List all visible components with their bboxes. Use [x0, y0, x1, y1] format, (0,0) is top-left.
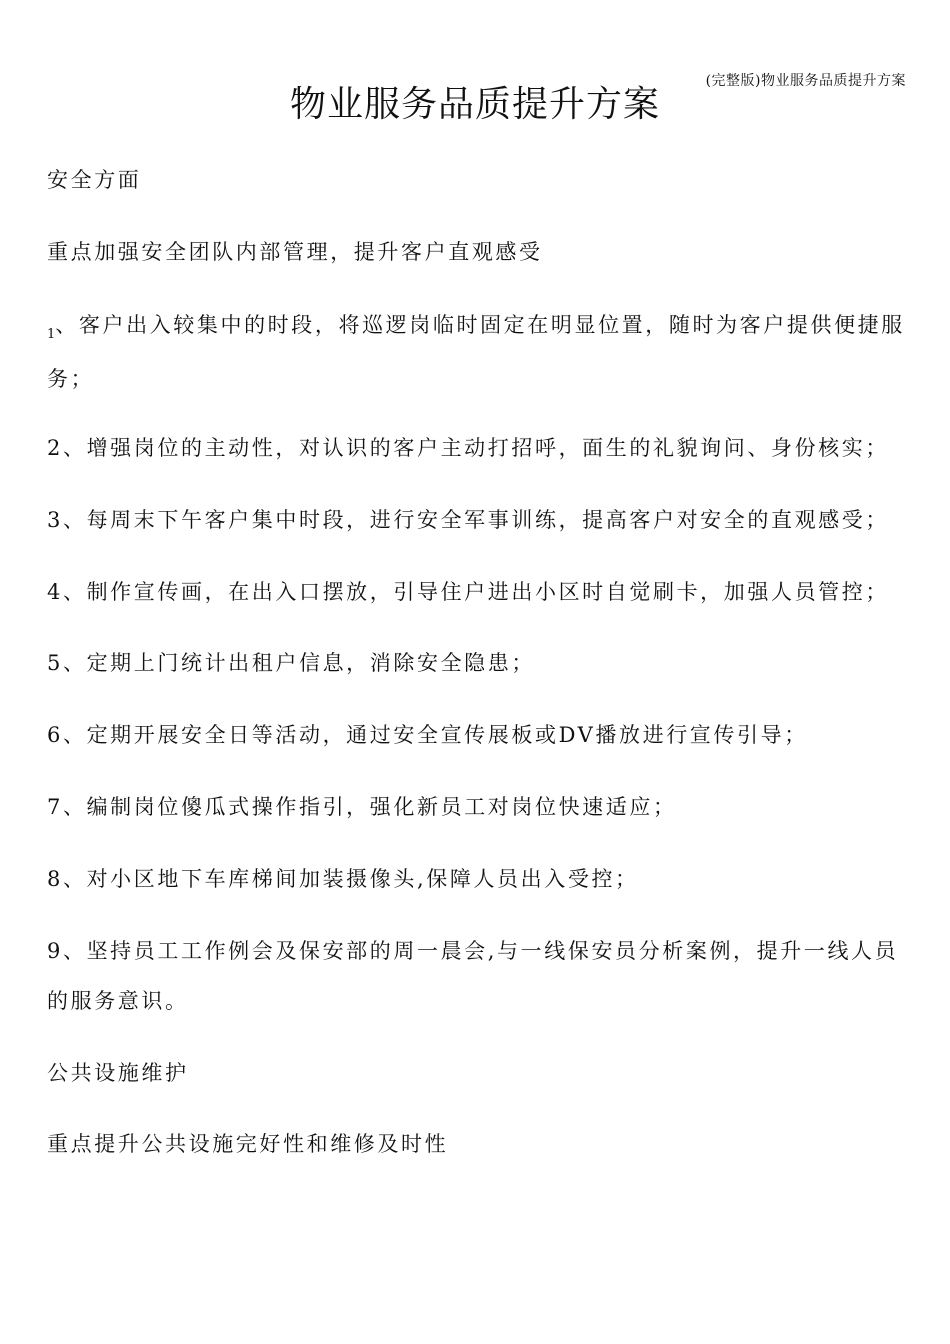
section-heading-facilities: 公共设施维护	[47, 1061, 189, 1085]
list-item-number: 3	[47, 508, 63, 532]
section-focus-facilities: 重点提升公共设施完好性和维修及时性	[47, 1132, 449, 1156]
list-item-text: 、定期开展安全日等活动，通过安全宣传展板或DV播放进行宣传引导；	[62, 723, 808, 747]
list-item-number: 5	[47, 651, 63, 675]
list-item-number: 8	[47, 867, 63, 891]
list-item-text: 、定期上门统计出租户信息，消除安全隐患；	[62, 651, 535, 675]
list-item-text: 、坚持员工工作例会及保安部的周一晨会,与一线保安员分析案例，提升一线人员的服务意识。	[47, 939, 899, 1013]
list-item-text: 、对小区地下车库梯间加装摄像头,保障人员出入受控；	[62, 867, 639, 891]
list-item-text: 、每周末下午客户集中时段，进行安全军事训练，提高客户对安全的直观感受；	[62, 508, 889, 532]
list-item-number: 6	[47, 723, 63, 747]
list-item-6	[47, 710, 909, 760]
list-item-number: 1	[47, 327, 56, 342]
list-item-8	[47, 854, 909, 904]
list-item-2	[47, 423, 909, 473]
list-item-number: 2	[47, 436, 63, 460]
list-item-9	[47, 926, 909, 1026]
list-item-4	[47, 567, 909, 617]
list-item-text: 、客户出入较集中的时段，将巡逻岗临时固定在明显位置，随时为客户提供便捷服务；	[47, 313, 905, 391]
list-item-number: 9	[47, 939, 63, 963]
list-item-number: 4	[47, 580, 63, 604]
section-heading-safety: 安全方面	[47, 168, 142, 192]
section-focus-safety: 重点加强安全团队内部管理，提升客户直观感受	[47, 240, 543, 264]
list-item-text: 、制作宣传画，在出入口摆放，引导住户进出小区时自觉刷卡，加强人员管控；	[62, 580, 889, 604]
list-item-number: 7	[47, 795, 63, 819]
list-item-1	[47, 300, 909, 404]
list-item-text: 、增强岗位的主动性，对认识的客户主动打招呼，面生的礼貌询问、身份核实；	[62, 436, 889, 460]
page-title: 物业服务品质提升方案	[289, 84, 660, 125]
list-item-5	[47, 638, 909, 688]
list-item-text: 、编制岗位傻瓜式操作指引，强化新员工对岗位快速适应；	[62, 795, 677, 819]
list-item-7	[47, 782, 909, 832]
header-note: (完整版)物业服务品质提升方案	[705, 73, 906, 89]
list-item-3	[47, 495, 909, 545]
